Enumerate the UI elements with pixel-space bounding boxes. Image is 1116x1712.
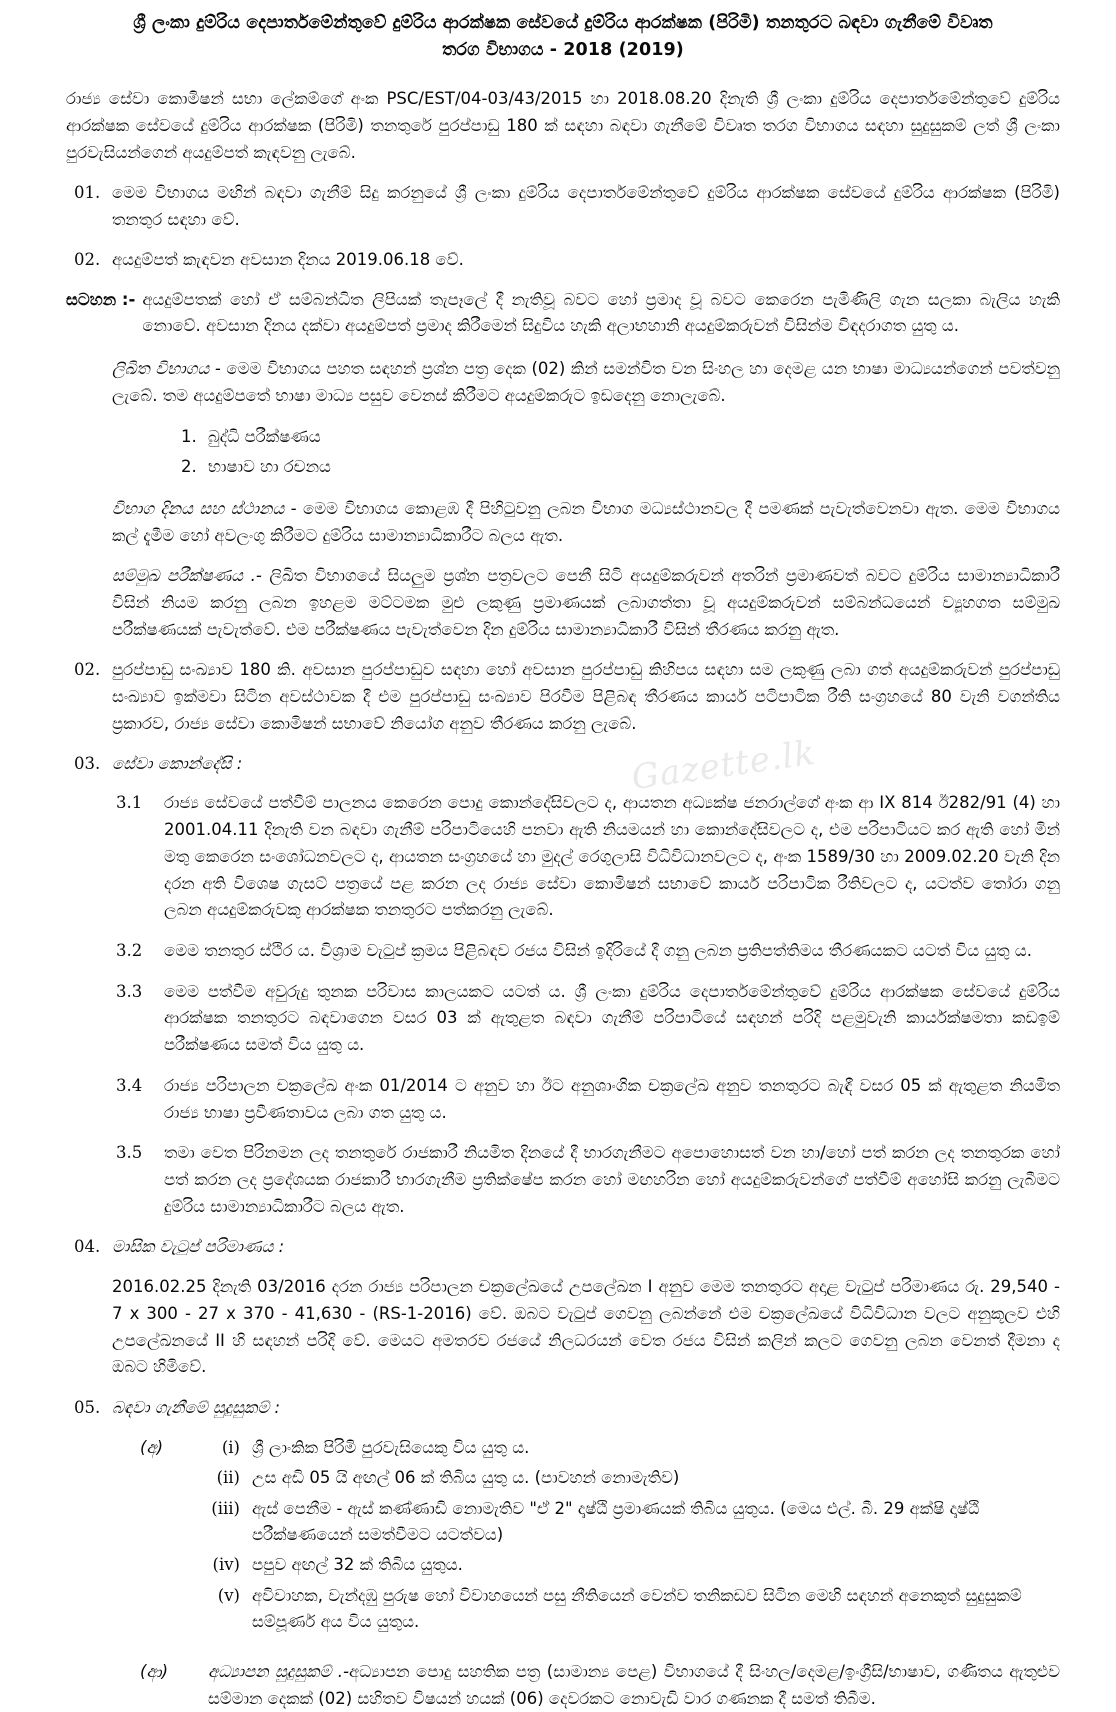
written-exam-paragraph (66, 356, 1060, 409)
title-line-2: තරග විභාගය - 2018 (2019) (442, 40, 684, 61)
list-item-01 (66, 180, 1060, 233)
note-block (66, 287, 1060, 340)
exam-date-place-paragraph (66, 496, 1060, 549)
subitem-text: රාජ්‍ය සේවයේ පත්වීම් පාලනය කෙරෙන පොදු කොන්දේසිවලට ද, ආයතන අධ්‍යක්ෂ ජනරාල්ගේ අංක ආ IX 814 ඊ282/91 (4) හා 2001.04.11 දිනැති වන බඳවා ගැනීම් පරිපාටියෙහි පනවා ඇති නියමයන් හා කොන්දේසිවලට ද, එම පරිපාටියට කර ඇති හෝ මින් මතු කෙරෙන සංශෝධනවලට ද, ආයතන සංග්‍රහයේ හා මුදල් රෙගුලාසි විධිවිධානවලට ද, අංක 1589/30 හා 2009.02.20 වැනි දින දරන අති විශෙෂ ගැසට් පත්‍රයේ පළ කරන ලද රාජ්‍ය සේවා කොමිෂන් සභාවේ කාර්ය පරිපාටික රීතිවලට ද, යටත්ව තෝරා ගනු ලබන අයදුම්කරුවකු ආරක්ෂක තනතුරට පත්කරනු ලැබේ. (164, 793, 1060, 920)
subitem-text: තමා වෙත පිරිනමන ලද තනතුරේ රාජකාරී නියමිත දිනයේ දී භාරගැනීමට අපොහොසත් වන හා/හෝ පත් කරන ලද තනතුරක හෝ පත් කරන ලද ප්‍රදේශයක රාජකාරී භාරගැනීම ප්‍රතික්ෂේප කරන හෝ මඟහරින හෝ අයදුම්කරුවන්ගේ පත්වීම් අහෝසි කරනු ලැබීමට දුම්රිය සාමාන්‍යාධිකාරීට බලය ඇත. (164, 1143, 1060, 1216)
roman-text: උස අඩි 05 යි අඟල් 06 ක් තිබිය යුතු ය. (පාවහන් නොමැතිව) (252, 1468, 680, 1488)
roman-number: (iii) (211, 1498, 240, 1518)
subitem-3-1 (66, 790, 1060, 924)
section-heading: සේවා කොන්දේසි : (112, 753, 243, 773)
subitem-number: 3.4 (116, 1075, 143, 1095)
subitem-3-4 (66, 1073, 1060, 1126)
list-item (208, 1552, 1060, 1578)
subitem-number: 3.5 (116, 1143, 143, 1163)
subitem-number: 3.1 (116, 793, 143, 813)
subitem-3-2 (66, 938, 1060, 965)
group-b-text: අධ්‍යාපන පොදු සහතික පත්‍ර (සාමාන්‍ය පෙළ) විභාගයේ දී සිංහල/දෙමළ/ඉංග්‍රීසි/භාෂාව, ගණිතය ඇතුළුව සම්මාන දෙකක් (02) සහිතව විෂයන් හයක් (06) දෙවරකට නොවැඩි වාර ගණනක දී සමත් තිබීම. (208, 1662, 1061, 1708)
roman-text: පපුව අඟල් 32 ක් තිබිය යුතුය. (252, 1555, 463, 1575)
note-label: සටහන :- (66, 289, 136, 309)
group-a-list (208, 1435, 1060, 1640)
list-item-02 (66, 247, 1060, 274)
roman-number: (i) (221, 1437, 240, 1457)
qualification-group-a (66, 1435, 1060, 1640)
subitem-3-5 (66, 1140, 1060, 1220)
subitem-number: 3.2 (116, 940, 143, 960)
item-text: මෙම විභාගය මඟින් බඳවා ගැනීම් සිදු කරනුයේ ශ්‍රී ලංකා දුම්රිය දෙපාර්තමේන්තුවේ දුම්රිය ආරක්ෂක සේවයේ දුම්රිය ආරක්ෂක (පිරිමි) තනතුර සඳහා වේ. (112, 183, 1060, 230)
item-number: 04. (74, 1237, 101, 1257)
group-b-heading: අධ්‍යාපන සුදුසුකම් .- (208, 1662, 350, 1682)
written-exam-papers (66, 423, 1060, 479)
subitem-text: රාජ්‍ය පරිපාලන චක්‍රලේඛ අංක 01/2014 ට අනුව හා ඊට අනුශාංගික චක්‍රලේඛ අනුව තනතුරට බැඳී වසර 05 ක් ඇතුළත නියමිත රාජ්‍ය භාෂා ප්‍රවීණතාවය ලබා ගත යුතු ය. (164, 1075, 1060, 1122)
roman-number: (ii) (216, 1468, 240, 1488)
spacer (66, 1649, 1060, 1659)
roman-text: ශ්‍රී ලාංකික පිරිමි පුරවැසියෙකු විය යුතු ය. (252, 1437, 530, 1457)
group-label: (ආ) (140, 1662, 169, 1682)
group-b-body (208, 1659, 1060, 1712)
roman-number: (v) (217, 1585, 240, 1605)
item-number: 02. (74, 249, 101, 269)
item-number: 02. (74, 660, 101, 680)
exam-date-place-heading: විභාග දිනය සහ ස්ථානය - (112, 498, 297, 518)
salary-text: 2016.02.25 දිනැති 03/2016 දරන රාජ්‍ය පරිපාලන චක්‍රලේඛයේ උපලේඛන I අනුව මෙම තනතුරට අදාළ වැටුප් පරිමාණය රු. 29,540 - 7 x 300 - 27 x 370 - 41,630 - (RS-1-2016) වේ. ඔබට වැටුප් ගෙවනු ලබන්නේ එම චක්‍රලේඛයේ විධිවිධාන වලට අනුකූලව එහි උපලේඛනයේ II හි සඳහන් පරිදි වේ. මෙයට අමතරව රජයේ නිලධරයන් වෙත රජය විසින් කලින් කලට ගෙවනු ලබන වෙනත් දීමනා ද ඔබට හිමිවේ. (112, 1277, 1060, 1377)
interview-paragraph (66, 563, 1060, 643)
section-heading: මාසික වැටුප් පරිමාණය : (112, 1237, 285, 1257)
subitem-text: මෙම පත්වීම අවුරුදු තුනක පරිවාස කාලයකට යටත් ය. ශ්‍රී ලංකා දුම්රිය දෙපාර්තමේන්තුවේ දුම්රිය ආරක්ෂක සේවයේ දුම්රිය ආරක්ෂක තනතුරට බඳවාගෙන වසර 03 ක් ඇතුළත බඳවා ගැනීම් පරිපාටියේ සඳහන් පරිදි පළමුවැනි කාර්යක්ෂමතා කඩඉම් පරීක්ෂණය සමත් විය යුතු ය. (164, 981, 1060, 1055)
interview-heading: සම්මුඛ පරීක්ෂණය .- (112, 566, 262, 586)
list-item (208, 1465, 1060, 1491)
roman-text: ඇස් පෙනීම - ඇස් කණ්ණාඩි නොමැතිව "ඒ 2" දෘෂ්ඨි ප්‍රමාණයක් තිබිය යුතුය. (මෙය එල්. බී. 29 අක්ෂි දෘෂ්ඨි පරීක්ෂණයෙන් සමත්වීමට යටත්වය) (252, 1498, 980, 1544)
subitem-number: 3.3 (116, 981, 143, 1001)
written-exam-text: මෙම විභාගය පහත සඳහන් ප්‍රශ්න පත්‍ර දෙක (02) කින් සමන්විත වන සිංහල හා දෙමළ යන භාෂා මාධ්‍යයන්ගෙන් පවත්වනු ලැබේ. තම අයදුම්පතේ භාෂා මාධ්‍ය පසුව වෙනස් කිරීමට අයදුම්කරුට ඉඩදෙනු නොලැබේ. (112, 359, 1060, 405)
vacancies-item (66, 657, 1060, 737)
list-item: 2. භාෂාව හා රචනය (202, 453, 1060, 480)
item-number: 01. (74, 183, 101, 203)
page-title (76, 10, 1050, 64)
item-number: 03. (74, 753, 101, 773)
list-item (208, 1496, 1060, 1549)
note-text: අයදුම්පතක් හෝ ඒ සම්බන්ධිත ලිපියක් තැපෑලේ දී නැතිවූ බවට හෝ ප්‍රමාද වූ බවට කෙරෙන පැමිණිලි ගැන සලකා බැලිය හැකි නොවේ. අවසාන දිනය දක්වා අයදුම්පත් ප්‍රමාද කිරීමෙන් සිදුවිය හැකි අලාභහානි අයදුම්කරුවන් විසින්ම විඳදරාගත යුතු ය. (142, 289, 1060, 336)
roman-text: අවිවාහක, වැන්දඹු පුරුෂ හෝ විවාහයෙන් පසු නීතියෙන් වෙන්ව තනිකඩව සිටින මෙහි සඳහන් අනෙකුත් සුදුසුකම් සම්පූර්ණ අය විය යුතුය. (252, 1585, 1022, 1632)
list-item (208, 1435, 1060, 1461)
item-number: 05. (74, 1398, 101, 1417)
service-conditions-heading-row (66, 751, 1060, 778)
subitem-text: මෙම තනතුර ස්ථිර ය. විශ්‍රාම වැටුප් ක්‍රමය පිළිබඳව රජය විසින් ඉදිරියේ දී ගනු ලබන ප්‍රතිපත්තිමය තීරණයකට යටත් විය යුතු ය. (164, 940, 1032, 960)
intro-paragraph: රාජ්‍ය සේවා කොමිෂන් සභා ලේකම්ගේ අංක PSC/EST/04-03/43/2015 හා 2018.08.20 දිනැති ශ්‍රී ලංකා දුම්රිය දෙපාර්තමේන්තුවේ දුම්රිය ආරක්ෂක සේවයේ දුම්රිය ආරක්ෂක (පිරිමි) තනතුරේ පුරප්පාඩු 180 ක් සඳහා බඳවා ගැනීමේ විවෘත තරග විභාගය සඳහා සුදුසුකම් ලත් ශ්‍රී ලංකා පුරවැසියන්ගෙන් අයදුම්පත් කැඳවනු ලැබේ. (66, 89, 1060, 162)
list-item: 1. බුද්ධි පරීක්ෂණය (202, 423, 1060, 450)
exam-date-place-text: මෙම විභාගය කොළඹ දී පිහිටුවනු ලබන විභාග මධ්‍යස්ථානවල දී පමණක් පැවැත්වෙනවා ඇත. මෙම විභාගය කල් දැමීම හෝ අවලංගු කිරීමට දුම්රිය සාමාන්‍යාධිකාරීට බලය ඇත. (112, 498, 1060, 545)
written-exam-heading: ලිඛිත විභාගය - (112, 359, 221, 378)
title-line-1: ශ්‍රී ලංකා දුම්රිය දෙපාර්තමේන්තුවේ දුම්රිය ආරක්ෂක සේවයේ දුම්රිය ආරක්ෂක (පිරිමි) තනතුරට බඳවා ගැනීමේ විවෘත (133, 13, 993, 33)
section-heading: බඳවා ගැනීමේ සුදුසුකම් : (112, 1398, 281, 1417)
list-item (208, 1583, 1060, 1636)
qualification-group-b (66, 1659, 1060, 1712)
watermark: Gazette.lk (629, 732, 819, 799)
roman-number: (iv) (212, 1555, 240, 1575)
subitem-3-3 (66, 979, 1060, 1059)
salary-heading-row (66, 1234, 1060, 1261)
group-label: (අ) (140, 1437, 164, 1457)
qualifications-heading-row (66, 1395, 1060, 1422)
item-text: අයදුම්පත් කැඳවන අවසාන දිනය 2019.06.18 වේ. (112, 249, 464, 269)
interview-text: ලිඛිත විභාගයේ සියලුම ප්‍රශ්න පත්‍රවලට පෙනී සිටි අයදුම්කරුවන් අතරින් ප්‍රමාණවත් බවට දුම්රිය සාමාන්‍යාධිකාරී විසින් නියම කරනු ලබන ඉහළම මට්ටමක මුළු ලකුණු ප්‍රමාණයක් ලබාගත්තා වූ අයදුම්කරුවන් සම්බන්ධයෙන් ව්‍යූහගත සම්මුඛ පරීක්ෂණයක් පැවැත්වේ. එම පරීක්ෂණය පැවැත්වෙන දින දුම්රිය සාමාන්‍යාධිකාරී විසින් තීරණය කරනු ඇත. (112, 566, 1060, 639)
item-text: පුරප්පාඩු සංඛ්‍යාව 180 කි. අවසාන පුරප්පාඩුව සඳහා හෝ අවසාන පුරප්පාඩු කිහිපය සඳහා සම ලකුණු ලබා ගත් අයදුම්කරුවන් පුරප්පාඩු සංඛ්‍යාව ඉක්මවා සිටින අවස්ථාවක දී එම පුරප්පාඩු සංඛ්‍යාව පිරවීම පිළිබඳ තීරණය කාර්ය පටිපාටික රීති සංග්‍රහයේ 80 වැනි වගන්තිය ප්‍රකාරව, රාජ්‍ය සේවා කොමිෂන් සභාවේ නියෝග අනුව තීරණය කරනු ලැබේ. (112, 660, 1060, 733)
